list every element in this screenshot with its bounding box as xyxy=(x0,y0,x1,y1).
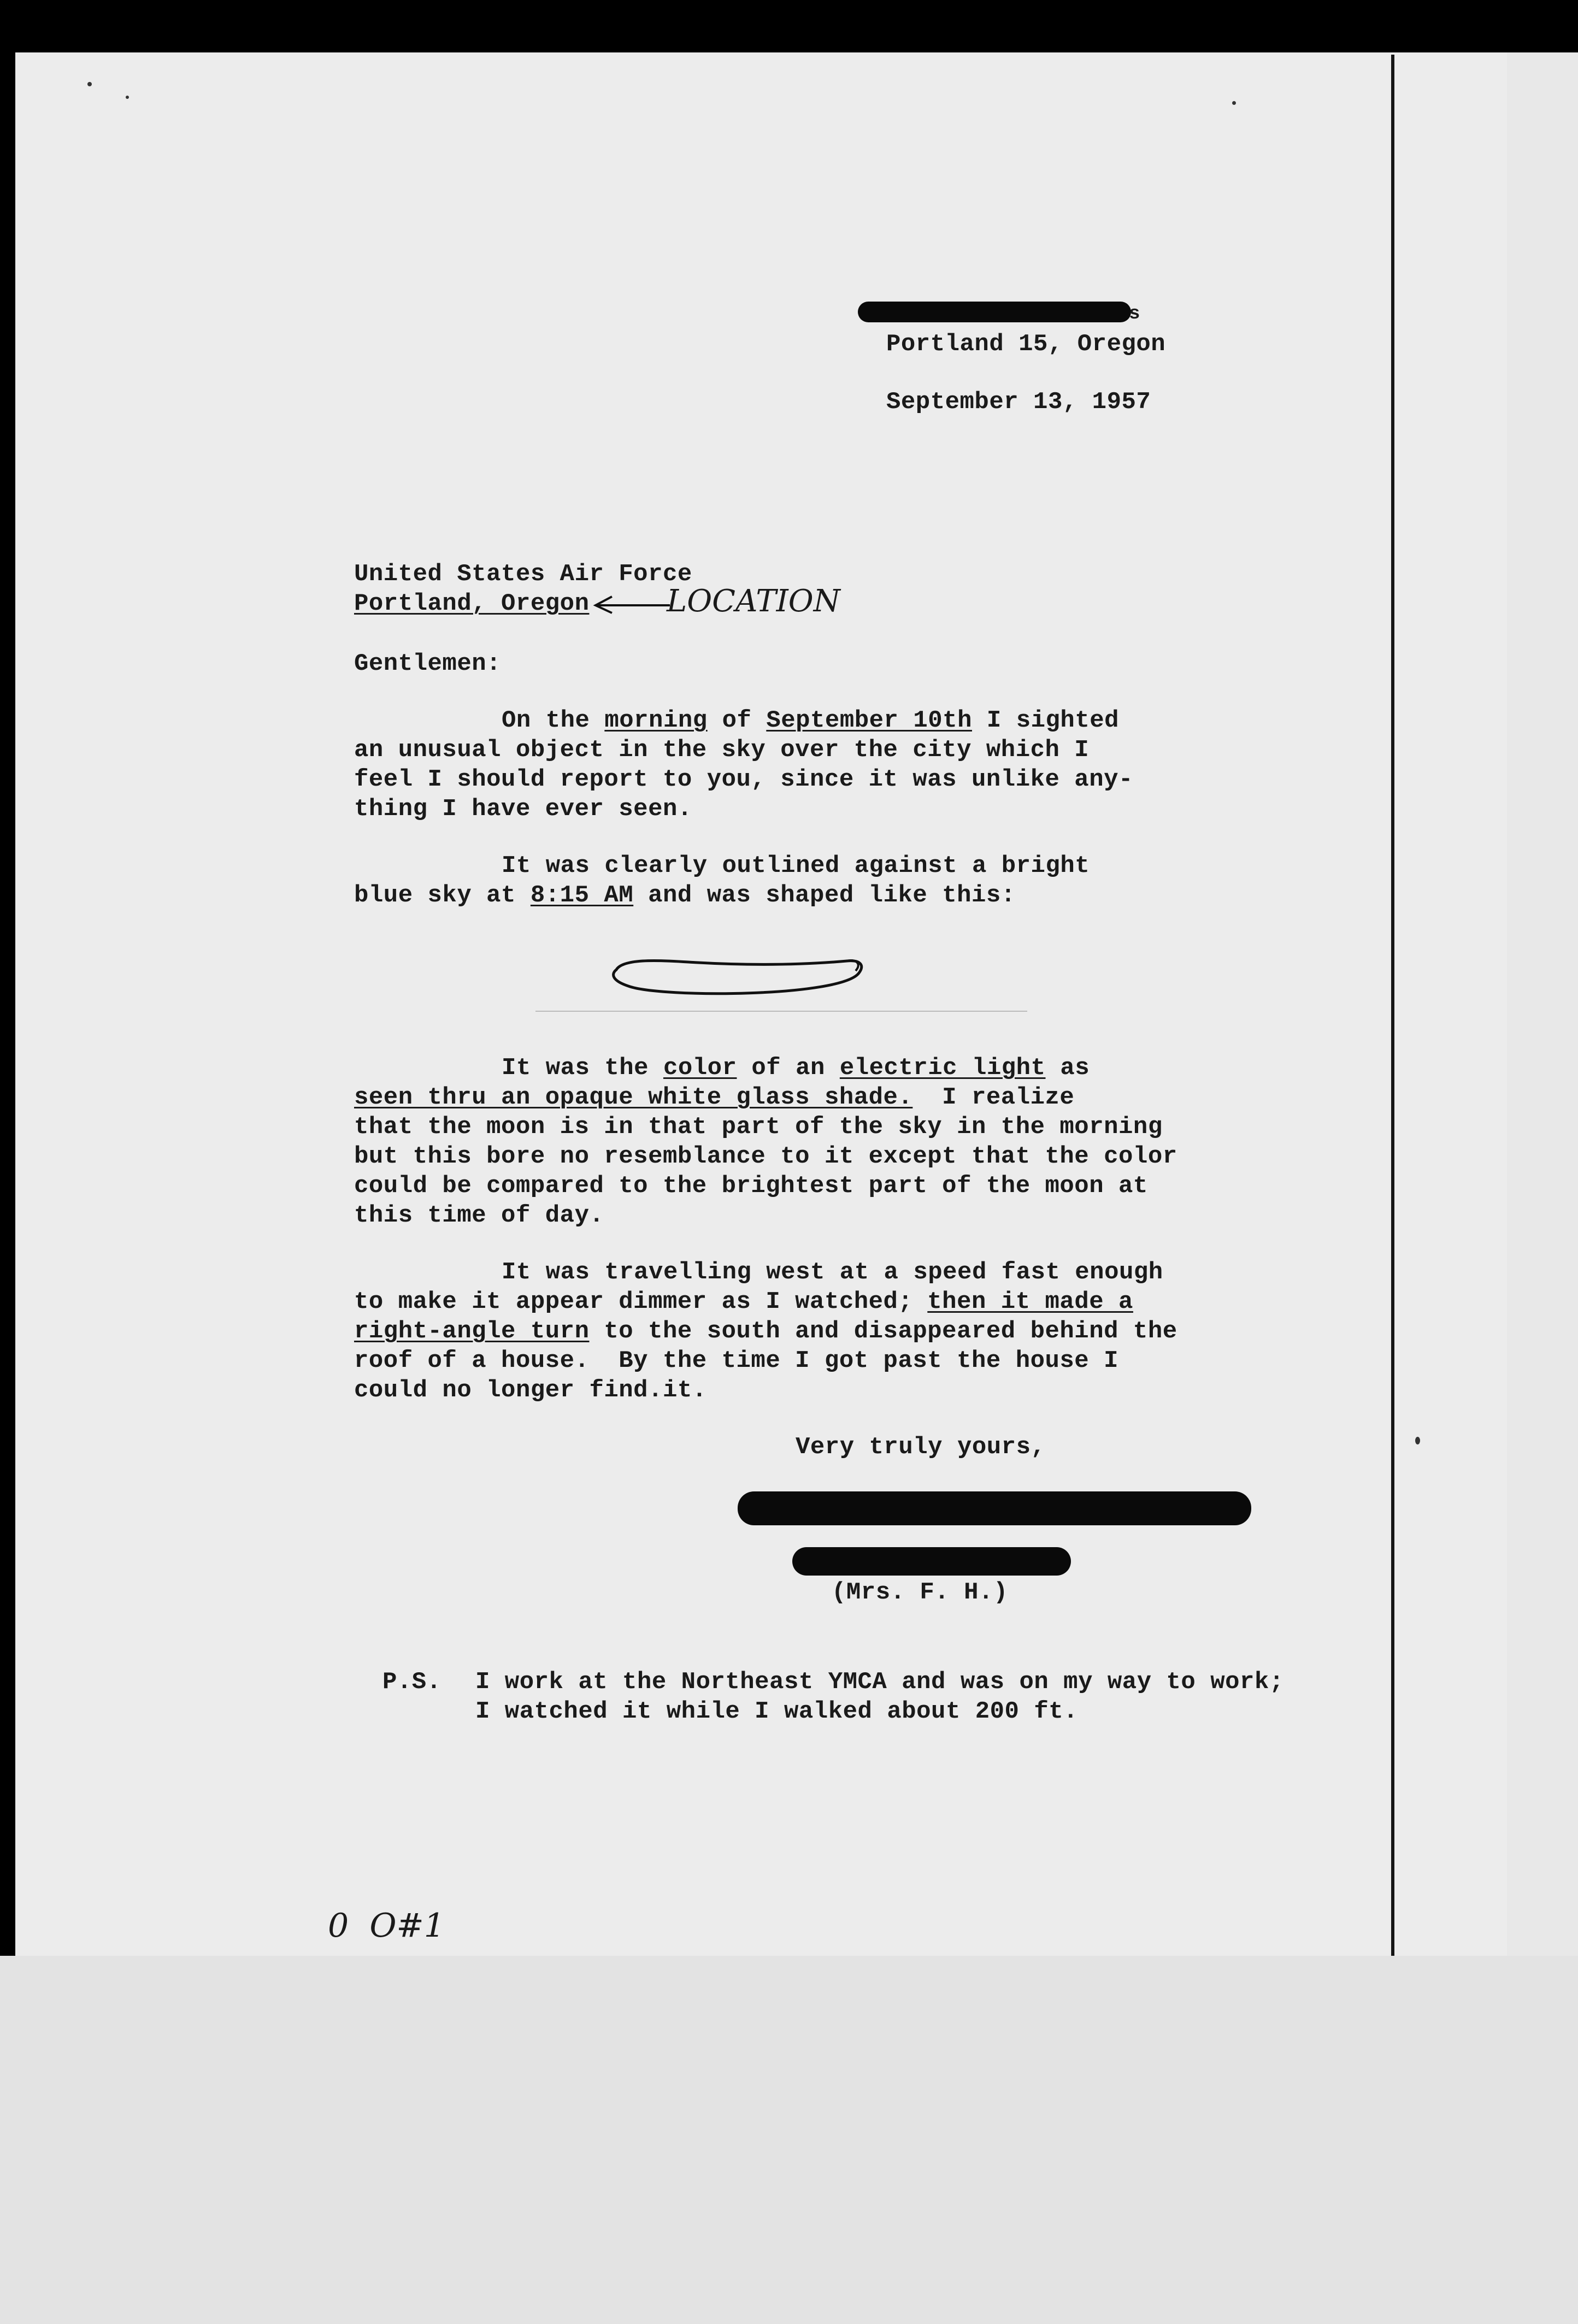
paragraph-2-line-1: It was clearly outlined against a bright xyxy=(502,852,1090,880)
postscript-label: P.S. xyxy=(382,1668,441,1696)
redacted-printed-name xyxy=(792,1547,1071,1576)
handwritten-location-note: LOCATION xyxy=(667,583,840,619)
faint-divider-line xyxy=(535,1011,1027,1012)
paragraph-1-line-3: feel I should report to you, since it was unlike any- xyxy=(354,766,1133,793)
paragraph-2-line-2: blue sky at 8:15 AM and was shaped like this: xyxy=(354,882,1016,909)
scan-speck xyxy=(126,96,129,99)
paragraph-3-line-3: that the moon is in that part of the sky in the morning xyxy=(354,1113,1163,1141)
paragraph-3-line-6: this time of day. xyxy=(354,1202,604,1229)
paragraph-4-line-4: roof of a house. By the time I got past the house I xyxy=(354,1347,1119,1375)
paragraph-4-line-2: to make it appear dimmer as I watched; then it made a xyxy=(354,1288,1133,1316)
redacted-street-suffix: s xyxy=(1129,304,1140,325)
paragraph-4-line-1: It was travelling west at a speed fast enough xyxy=(502,1259,1163,1286)
closing: Very truly yours, xyxy=(796,1434,1046,1461)
recipient-line-1: United States Air Force xyxy=(354,561,692,588)
paragraph-1-line-2: an unusual object in the sky over the city which I xyxy=(354,736,1090,764)
redacted-street-address xyxy=(858,302,1131,322)
postscript-line-1: I work at the Northeast YMCA and was on my way to work; xyxy=(475,1668,1284,1696)
scan-speck xyxy=(1232,101,1236,105)
salutation: Gentlemen: xyxy=(354,650,502,677)
postscript-line-2: I watched it while I walked about 200 ft. xyxy=(475,1698,1079,1725)
scan-speck xyxy=(1415,1437,1420,1444)
letter-date: September 13, 1957 xyxy=(886,388,1151,416)
paragraph-4-line-3: right-angle turn to the south and disappeared behind the xyxy=(354,1318,1177,1345)
redacted-signature xyxy=(738,1491,1251,1525)
sender-city-line: Portland 15, Oregon xyxy=(886,331,1166,358)
paragraph-3-line-2: seen thru an opaque white glass shade. I realize xyxy=(354,1084,1075,1111)
right-margin xyxy=(1507,52,1578,1956)
recipient-line-2: Portland, Oregon xyxy=(354,590,590,617)
paragraph-4-line-5: could no longer find.it. xyxy=(354,1377,707,1404)
scan-bottom-margin xyxy=(0,1956,1578,2324)
paragraph-3-line-4: but this bore no resemblance to it except that the color xyxy=(354,1143,1177,1170)
paragraph-1-line-1: On the morning of September 10th I sighted xyxy=(502,707,1120,734)
page-edge-line xyxy=(1391,55,1394,1956)
paragraph-1-line-4: thing I have ever seen. xyxy=(354,795,692,823)
object-shape-sketch xyxy=(607,948,869,1008)
paragraph-3-line-1: It was the color of an electric light as xyxy=(502,1054,1090,1082)
signature-name: (Mrs. F. H.) xyxy=(832,1579,1008,1606)
paragraph-3-line-5: could be compared to the brightest part of the moon at xyxy=(354,1172,1148,1200)
scan-speck xyxy=(87,82,92,86)
footer-handwritten-mark: 0 O#1 xyxy=(328,1907,445,1945)
handwritten-arrow xyxy=(590,593,672,615)
